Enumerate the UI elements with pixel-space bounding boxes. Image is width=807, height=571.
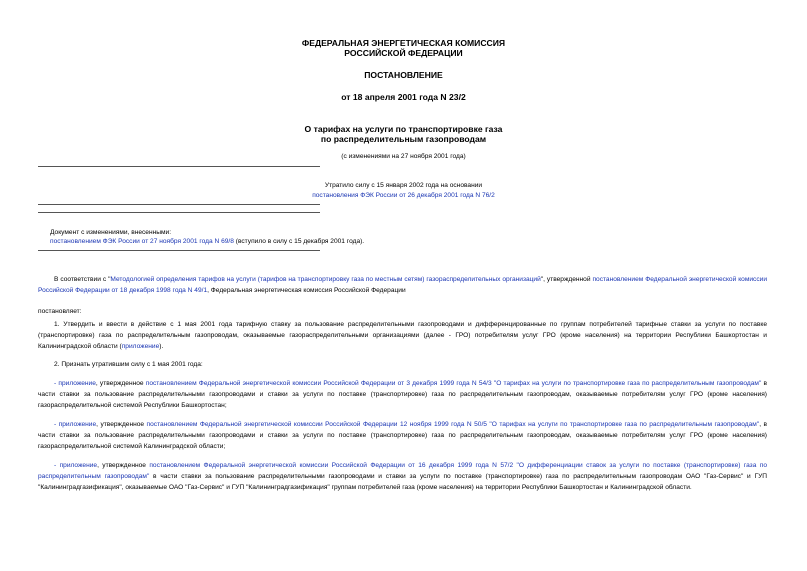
item-text: , утвержденное <box>96 421 147 428</box>
changes-tail: (вступило в силу с 15 декабря 2001 года). <box>233 238 365 245</box>
resolution-57-2-link[interactable]: постановлением Федеральной энергетической комиссии Российской Федерации от 16 декабря 1999 года N 57/2 "О дифференциации ставок за услуги по поставке (транспортировке) газа по распределительным газопроводам" <box>38 462 767 480</box>
clause-2: 2. Признать утратившим силу с 1 мая 2001 года: <box>54 361 203 368</box>
item-text: в части ставки за пользование распределительными газопроводами и ставки за услуги по поставке (транспортировке) газа по распределительным газопроводам ОАО "Газ-Сервис" и ГУП "Калининградгазификация", оказываемые ОАО "Газ-Сервис" и ГУП "Калининградгазификация" группам потребителей газа (кроме населения) на территории Республики Башкортостан и Калининградской области. <box>38 473 768 491</box>
resolution-49-1-link[interactable]: постановлением Федеральной энергетической комиссии Российской Федерации от 18 декабря 1998 года N 49/1 <box>38 276 768 294</box>
doc-date: от 18 апреля 2001 года N 23/2 <box>341 92 466 102</box>
repealed-item-1 <box>38 378 767 411</box>
status-line: Утратило силу с 15 января 2002 года на основании <box>324 182 483 189</box>
item-text: , в части ставки за пользование распределительными газопроводами и ставки за услуги по поставке (транспортировке) газа по распределительным газопроводам, оказываемые потребителям услуг ГРО (кроме населения) газораспределительной системой Калининградской области; <box>38 421 767 450</box>
appendix-link[interactable]: приложение <box>121 343 160 350</box>
preamble-text: ", утвержденной <box>540 276 593 283</box>
org-name-line2: РОССИЙСКОЙ ФЕДЕРАЦИИ <box>344 48 463 58</box>
changes-line <box>50 237 364 246</box>
doc-type: ПОСТАНОВЛЕНИЕ <box>364 70 443 80</box>
appendix-link[interactable]: - приложение <box>54 380 96 387</box>
repealed-item-3 <box>38 460 767 493</box>
resolution-54-3-link[interactable]: постановлением Федеральной энергетической комиссии Российской Федерации от 3 декабря 1999 года N 54/3 "О тарифах на услуги по транспортировке газа по распределительным газопроводам" <box>145 380 762 387</box>
preamble-text: В соответствии с " <box>54 276 111 283</box>
status-link[interactable]: постановления ФЭК России от 26 декабря 2001 года N 76/2 <box>312 192 495 199</box>
doc-title-line2: по распределительным газопроводам <box>320 134 487 144</box>
item-text: , утвержденное <box>97 462 150 469</box>
clause-1-text: 1. Утвердить и ввести в действие с 1 мая 2001 года тарифную ставку за пользование распределительными газопроводами и дифференцированные по группам потребителей тарифные ставки за услуги по поставке (транспортировке) газа по распределительным газопроводам, оказываемые газораспределительными организациями (далее - ГРО) потребителям услуг ГРО (кроме населения) на территории Республики Башкортостан и Калининградской области ( <box>38 321 767 350</box>
appendix-link[interactable]: - приложение <box>54 462 98 469</box>
changes-label: Документ с изменениями, внесенными: <box>50 229 172 236</box>
preamble-text: , Федеральная энергетическая комиссия Российской Федерации <box>207 287 406 294</box>
divider <box>38 212 320 213</box>
repealed-item-2 <box>38 419 767 452</box>
divider <box>38 204 320 205</box>
org-name-line1: ФЕДЕРАЛЬНАЯ ЭНЕРГЕТИЧЕСКАЯ КОМИССИЯ <box>301 38 506 48</box>
resolution-50-5-link[interactable]: постановлением Федеральной энергетической комиссии Российской Федерации 12 ноября 1999 года N 50/5 "О тарифах на услуги по транспортировке газа по распределительным газопроводам" <box>146 421 760 428</box>
changes-link[interactable]: постановлением ФЭК России от 27 ноября 2001 года N 69/8 <box>50 238 234 245</box>
doc-title-line1: О тарифах на услуги по транспортировке газа <box>304 124 503 134</box>
divider <box>38 166 320 167</box>
divider <box>38 250 320 251</box>
resolves-line: постановляет: <box>38 308 82 315</box>
amendments-note: (с изменениями на 27 ноября 2001 года) <box>341 153 466 160</box>
appendix-link[interactable]: - приложение <box>54 421 97 428</box>
clause-1-text: ). <box>159 343 164 350</box>
item-text: в части ставки за пользование распределительными газопроводами и ставки за услуги по поставке (транспортировке) газа по распределительным газопроводам, оказываемые потребителям услуг ГРО (кроме населения) газораспределительной системой Республики Башкортостан; <box>38 380 767 409</box>
clause-1 <box>38 319 767 352</box>
item-text: , утвержденное <box>95 380 146 387</box>
preamble-paragraph <box>38 274 767 296</box>
methodology-link[interactable]: Методологией определения тарифов на услуги (тарифов на транспортировку газа по местным сетям) газораспределительных организаций <box>110 276 541 283</box>
